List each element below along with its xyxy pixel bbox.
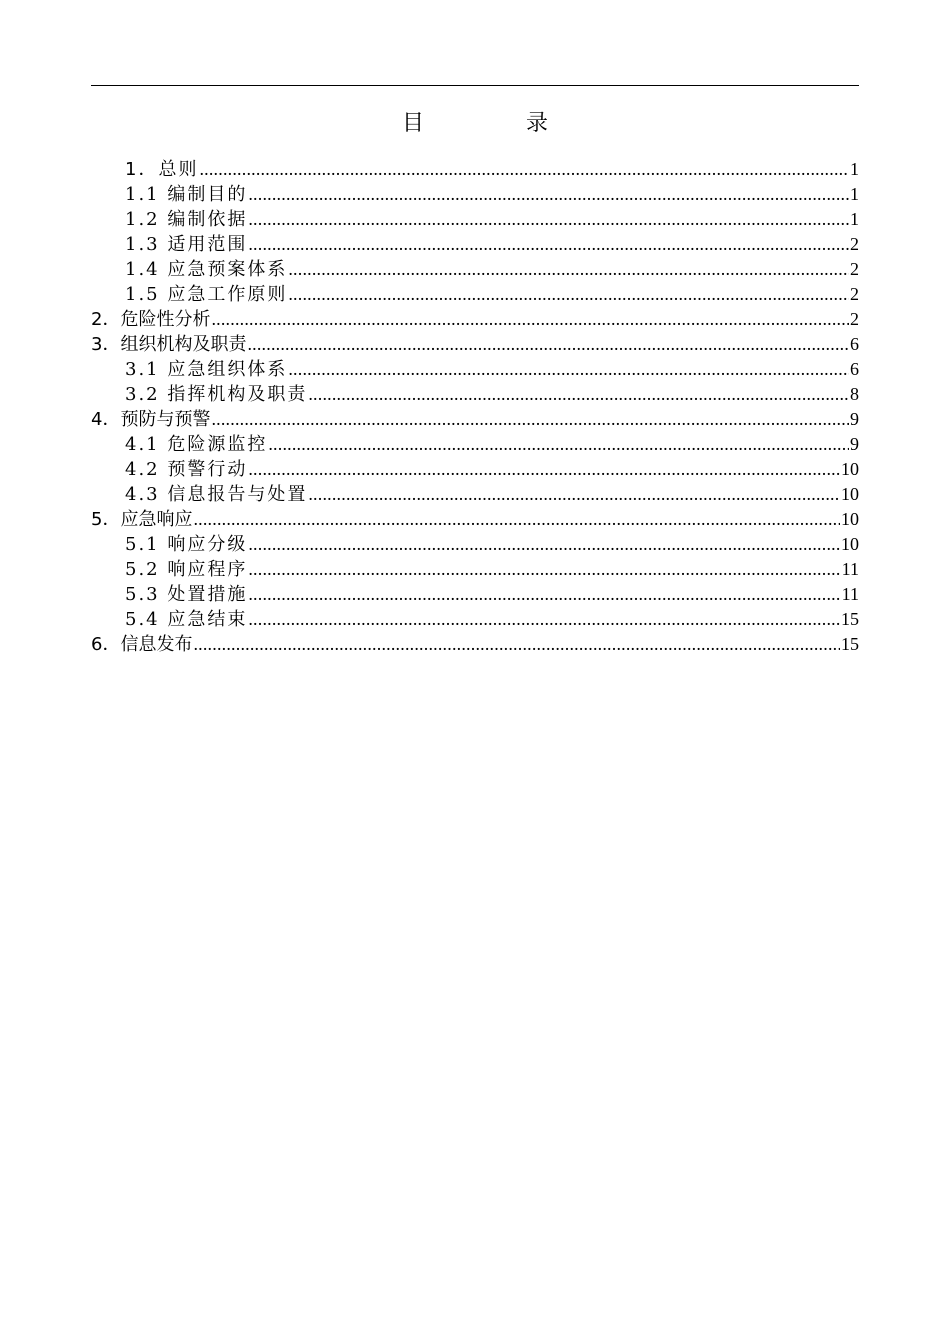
- toc-entry-page: 2: [850, 259, 859, 279]
- toc-dot-leader: [248, 457, 840, 482]
- toc-entry[interactable]: [91, 307, 859, 332]
- toc-entry[interactable]: [91, 582, 859, 607]
- toc-entry[interactable]: [91, 457, 859, 482]
- toc-entry-page: 15: [841, 634, 859, 654]
- toc-entry-page: 1: [850, 159, 859, 179]
- toc-entry[interactable]: [91, 482, 859, 507]
- toc-dot-leader: [211, 407, 849, 432]
- toc-dot-leader: [268, 432, 849, 457]
- toc-entry[interactable]: [91, 182, 859, 207]
- toc-dot-leader: [248, 232, 849, 257]
- toc-entry-label: 1.2 编制依据: [125, 209, 248, 230]
- toc-dot-leader: [247, 332, 849, 357]
- toc-entry-label: 4.2 预警行动: [125, 459, 248, 480]
- toc-dot-leader: [248, 582, 840, 607]
- toc-dot-leader: [248, 532, 840, 557]
- toc-entry-label: 2．危险性分析: [91, 309, 211, 330]
- toc-entry[interactable]: [91, 207, 859, 232]
- toc-entry-page: 15: [841, 609, 859, 629]
- toc-entry-label: 4.3 信息报告与处置: [125, 484, 308, 505]
- toc-entry-label: 5.2 响应程序: [125, 559, 248, 580]
- toc-dot-leader: [211, 307, 849, 332]
- toc-entry-label: 6．信息发布: [91, 634, 193, 655]
- toc-entry-page: 2: [850, 234, 859, 254]
- toc-entry-label: 1.3 适用范围: [125, 234, 248, 255]
- toc-entry-page: 9: [850, 434, 859, 454]
- toc-dot-leader: [193, 507, 840, 532]
- toc-dot-leader: [193, 632, 840, 657]
- toc-entry[interactable]: [91, 532, 859, 557]
- toc-dot-leader: [248, 207, 849, 232]
- toc-dot-leader: [288, 282, 849, 307]
- toc-dot-leader: [248, 607, 840, 632]
- toc-entry[interactable]: [91, 257, 859, 282]
- toc-entry[interactable]: [91, 407, 859, 432]
- toc-entry-page: 1: [850, 209, 859, 229]
- toc-dot-leader: [248, 557, 840, 582]
- table-of-contents: [91, 157, 859, 657]
- toc-dot-leader: [308, 382, 849, 407]
- toc-entry-page: 11: [841, 584, 859, 604]
- toc-entry[interactable]: [91, 632, 859, 657]
- toc-entry-page: 1: [850, 184, 859, 204]
- toc-entry-label: 5.3 处置措施: [125, 584, 248, 605]
- toc-dot-leader: [288, 257, 849, 282]
- toc-dot-leader: [199, 157, 849, 182]
- toc-entry-label: 1．总则: [125, 159, 199, 180]
- toc-entry[interactable]: [91, 232, 859, 257]
- toc-entry-page: 2: [850, 284, 859, 304]
- toc-entry-page: 10: [841, 459, 859, 479]
- toc-entry[interactable]: [91, 332, 859, 357]
- toc-entry-page: 11: [841, 559, 859, 579]
- header-rule: [91, 85, 859, 86]
- toc-entry-label: 1.4 应急预案体系: [125, 259, 288, 280]
- toc-entry-page: 2: [850, 309, 859, 329]
- toc-entry-label: 3.2 指挥机构及职责: [125, 384, 308, 405]
- toc-entry-label: 4.1 危险源监控: [125, 434, 268, 455]
- toc-entry[interactable]: [91, 557, 859, 582]
- toc-entry-page: 8: [850, 384, 859, 404]
- toc-entry-label: 5.1 响应分级: [125, 534, 248, 555]
- toc-entry-label: 1.5 应急工作原则: [125, 284, 288, 305]
- toc-entry[interactable]: [91, 357, 859, 382]
- toc-dot-leader: [308, 482, 840, 507]
- toc-entry[interactable]: [91, 507, 859, 532]
- toc-dot-leader: [288, 357, 849, 382]
- toc-entry-label: 1.1 编制目的: [125, 184, 248, 205]
- toc-entry-label: 3.1 应急组织体系: [125, 359, 288, 380]
- toc-entry-page: 10: [841, 484, 859, 504]
- toc-entry[interactable]: [91, 432, 859, 457]
- toc-entry-page: 10: [841, 534, 859, 554]
- toc-title: 目 录: [401, 111, 588, 136]
- toc-entry[interactable]: [91, 607, 859, 632]
- toc-entry-page: 10: [841, 509, 859, 529]
- toc-entry-label: 5.4 应急结束: [125, 609, 248, 630]
- toc-entry[interactable]: [91, 157, 859, 182]
- toc-entry-page: 6: [850, 359, 859, 379]
- toc-entry-label: 5．应急响应: [91, 509, 193, 530]
- toc-entry-label: 3．组织机构及职责: [91, 334, 247, 355]
- toc-entry-page: 6: [850, 334, 859, 354]
- toc-entry-label: 4．预防与预警: [91, 409, 211, 430]
- toc-entry[interactable]: [91, 382, 859, 407]
- toc-entry[interactable]: [91, 282, 859, 307]
- toc-entry-page: 9: [850, 409, 859, 429]
- toc-dot-leader: [248, 182, 849, 207]
